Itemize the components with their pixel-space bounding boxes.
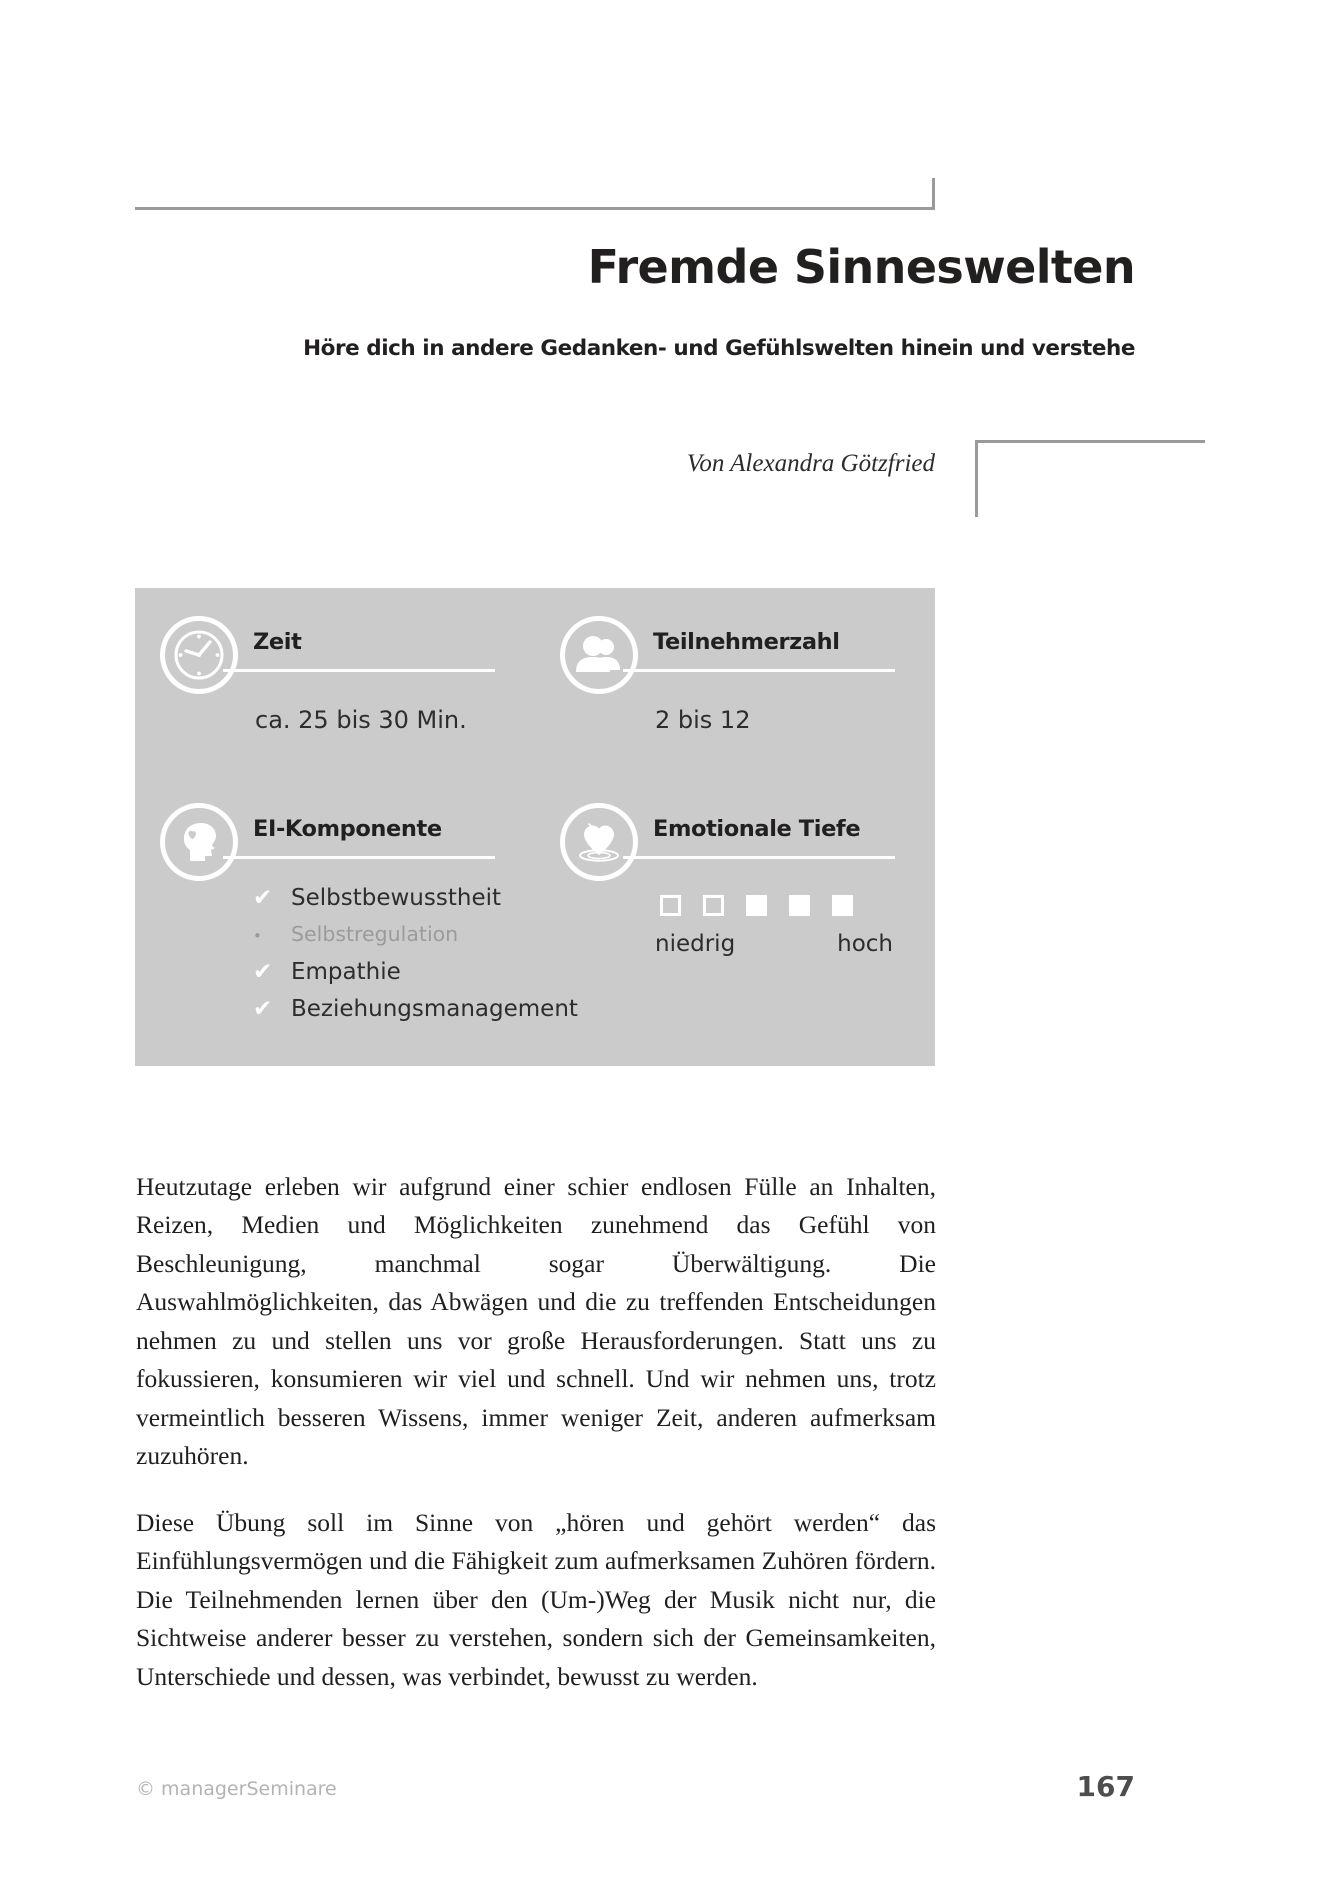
page-subtitle: Höre dich in andere Gedanken- und Gefühlswelten hinein und verstehe [303,336,1135,361]
info-cell-header [135,616,535,698]
list-item-label: Empathie [291,959,401,985]
top-rule-vertical-tick [932,178,935,210]
body-paragraph-1: Heutzutage erleben wir aufgrund einer schier endlosen Fülle an Inhalten, Reizen, Medien und Möglichkeiten zunehmend das Gefühl von Beschleunigung, manchmal sogar Überwältigung. Die Auswahlmöglichkeiten, das Abwägen und die zu treffenden Entscheidungen nehmen zu und stellen uns vor große Herausforderungen. Statt uns zu fokussieren, konsumieren wir viel und schnell. Und wir nehmen uns, trotz vermeintlich besseren Wissens, immer weniger Zeit, anderen aufmerksam zuzuhören. [136,1171,936,1470]
top-rule-horizontal [135,207,935,210]
page-title: Fremde Sinneswelten [587,240,1135,294]
heart-in-water-icon [560,803,638,881]
exercise-info-box [135,588,935,1066]
two-people-icon [560,616,638,694]
depth-box-4 [789,895,810,916]
info-cell-label: Emotionale Tiefe [653,816,861,842]
info-cell-zeit [135,616,535,734]
info-cell-header [535,616,935,698]
info-cell-teilnehmerzahl [535,616,935,734]
info-cell-underline [623,856,895,859]
author-corner-bracket [975,440,1205,517]
info-cell-underline [223,856,495,859]
info-cell-label: Zeit [253,629,302,655]
depth-box-1 [660,895,681,916]
info-cell-value: 2 bis 12 [655,706,751,734]
check-icon: ✔ [253,885,273,911]
check-icon: ✔ [253,959,273,985]
info-cell-header [135,803,535,885]
depth-box-5 [832,895,853,916]
info-cell-underline [623,669,895,672]
info-cell-ei-komponente [135,803,578,1022]
depth-box-3 [746,895,767,916]
depth-box-2 [703,895,724,916]
bracket-horizontal [975,440,1205,443]
body-paragraph-2: Diese Übung soll im Sinne von „hören und gehört werden“ das Einfühlungsvermögen und die Fähigkeit zum aufmerksamen Zuhören fördern. Die Teilnehmenden lernen über den (Um-)Weg der Musik nicht nur, die Sichtweise anderer besser zu verstehen, sondern sich der Gemeinsamkeiten, Unterschiede und dessen, was verbindet, bewusst zu werden. [136,1507,936,1691]
info-cell-underline [223,669,495,672]
ei-component-list [253,885,578,1033]
list-item [253,885,578,922]
list-item-label: Selbstbewusstheit [291,885,501,911]
list-item-label: Beziehungsmanagement [291,996,578,1022]
info-cell-label: EI-Komponente [253,816,442,842]
depth-label-low: niedrig [655,931,736,957]
depth-scale-labels [655,931,915,957]
bracket-vertical [975,440,978,517]
info-cell-emotionale-tiefe [535,803,935,957]
author-byline: Von Alexandra Götzfried [686,450,935,477]
list-item [253,922,578,959]
bullet-icon: • [253,927,262,945]
footer-copyright: © managerSeminare [136,1778,337,1800]
head-with-heart-icon [160,803,238,881]
check-icon: ✔ [253,996,273,1022]
footer-page-number: 167 [1076,1770,1135,1803]
list-item-label: Selbstregulation [291,922,459,946]
depth-label-high: hoch [837,931,893,957]
info-cell-label: Teilnehmerzahl [653,629,840,655]
emotional-depth-scale [660,895,853,916]
list-item [253,996,578,1033]
clock-icon [160,616,238,694]
info-cell-header [535,803,935,885]
list-item [253,959,578,996]
info-cell-value: ca. 25 bis 30 Min. [255,706,467,734]
top-decorative-rule [135,178,935,210]
